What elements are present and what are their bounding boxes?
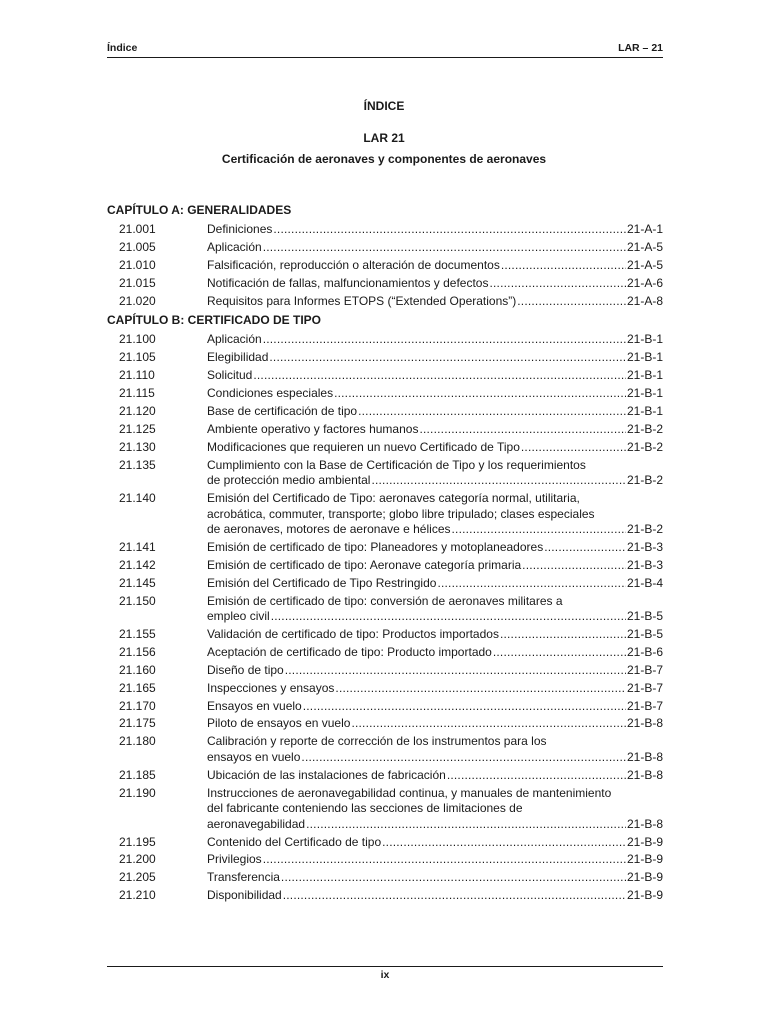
table-of-contents (107, 199, 663, 906)
section-title: Solicitud (207, 368, 253, 383)
page-reference: 21-A-5 (626, 257, 663, 272)
toc-entry[interactable] (107, 422, 663, 438)
dot-leader (263, 240, 626, 256)
page-reference: 21-B-7 (626, 698, 663, 713)
section-content (207, 558, 663, 574)
dot-leader (351, 716, 626, 732)
dot-leader (306, 817, 626, 833)
section-title-line (207, 294, 663, 310)
section-title: Requisitos para Informes ETOPS (“Extended Operations”) (207, 293, 517, 308)
toc-entry[interactable] (107, 594, 663, 625)
section-number: 21.175 (119, 716, 156, 731)
dot-leader (437, 576, 626, 592)
section-title-line (207, 609, 663, 625)
toc-entry[interactable] (107, 558, 663, 574)
section-number: 21.190 (119, 785, 156, 800)
page-reference: 21-A-1 (626, 222, 663, 236)
section-number: 21.100 (119, 332, 156, 347)
toc-entry[interactable] (107, 458, 663, 489)
page-reference: 21-B-8 (626, 816, 663, 831)
section-title-line (207, 258, 663, 274)
toc-entry[interactable] (107, 627, 663, 643)
page-reference: 21-B-9 (626, 852, 663, 867)
dot-leader (263, 852, 626, 868)
section-number: 21.140 (119, 491, 156, 506)
toc-entry[interactable] (107, 663, 663, 679)
section-content (207, 350, 663, 366)
section-number: 21.110 (119, 368, 155, 383)
toc-entry[interactable] (107, 888, 663, 904)
dot-leader (489, 276, 625, 292)
section-content (207, 222, 663, 238)
section-title: Piloto de ensayos en vuelo (207, 716, 351, 731)
section-title: Falsificación, reproducción o alteración de documentos (207, 257, 500, 272)
section-content (207, 870, 663, 886)
section-content (207, 404, 663, 420)
section-title: Emisión del Certificado de Tipo: aeronaves categoría normal, utilitaria, (207, 491, 580, 506)
page-reference: 21-B-5 (626, 609, 663, 624)
dot-leader (501, 258, 626, 274)
section-content (207, 699, 663, 715)
section-content (207, 276, 663, 292)
section-title: Privilegios (207, 852, 262, 867)
chapter-entries (107, 332, 663, 903)
section-number: 21.180 (119, 734, 156, 749)
section-title: Aplicación (207, 332, 262, 347)
section-content (207, 458, 663, 489)
section-title: Emisión de certificado de tipo: conversión de aeronaves militares a (207, 593, 563, 608)
page-reference: 21-B-4 (626, 575, 663, 590)
section-content (207, 645, 663, 661)
section-content (207, 835, 663, 851)
section-title: Condiciones especiales (207, 386, 334, 401)
section-number: 21.156 (119, 644, 156, 659)
page-reference: 21-A-5 (626, 239, 663, 254)
dot-leader (271, 609, 626, 625)
section-content (207, 627, 663, 643)
page-reference: 21-B-1 (626, 350, 663, 365)
toc-entry[interactable] (107, 240, 663, 256)
section-title-line (207, 594, 663, 610)
page-reference: 21-B-3 (626, 557, 663, 572)
dot-leader (253, 368, 626, 384)
toc-entry[interactable] (107, 368, 663, 384)
chapter-heading: CAPÍTULO A: GENERALIDADES (107, 203, 292, 217)
section-number: 21.170 (119, 698, 156, 713)
page-reference: 21-B-9 (626, 834, 663, 849)
regulation-title: LAR 21 (363, 131, 405, 145)
section-title-line (207, 558, 663, 574)
dot-leader (269, 350, 626, 366)
section-title-line (207, 817, 663, 833)
page-reference: 21-B-7 (626, 662, 663, 677)
page-number: ix (380, 969, 390, 981)
section-title-line (207, 386, 663, 402)
section-title-line (207, 627, 663, 643)
toc-entry[interactable] (107, 276, 663, 292)
section-content (207, 440, 663, 456)
section-title-line (207, 786, 663, 802)
section-content (207, 258, 663, 274)
section-content (207, 681, 663, 697)
section-number: 21.160 (119, 662, 156, 677)
section-content (207, 786, 663, 833)
page-reference: 21-B-7 (626, 680, 663, 695)
section-title: Base de certificación de tipo (207, 404, 358, 419)
dot-leader (452, 522, 626, 538)
dot-leader (371, 473, 626, 489)
dot-leader (303, 699, 626, 715)
section-number: 21.130 (119, 439, 156, 454)
page-reference: 21-B-2 (626, 439, 663, 454)
header-left: Índice (107, 42, 138, 54)
page-reference: 21-B-8 (626, 716, 663, 731)
section-content (207, 332, 663, 348)
toc-entry[interactable] (107, 540, 663, 556)
section-title: Ubicación de las instalaciones de fabricación (207, 767, 446, 782)
section-title: empleo civil (207, 609, 270, 624)
toc-entry[interactable] (107, 350, 663, 366)
section-number: 21.150 (119, 593, 156, 608)
section-content (207, 491, 663, 538)
toc-entry[interactable] (107, 716, 663, 732)
toc-entry[interactable] (107, 258, 663, 274)
section-number: 21.142 (119, 557, 156, 572)
section-title-line (207, 350, 663, 366)
section-title: Ensayos en vuelo (207, 698, 302, 713)
section-number: 21.135 (119, 457, 156, 472)
section-content (207, 716, 663, 732)
dot-leader (273, 222, 626, 238)
section-title: Cumplimiento con la Base de Certificación de Tipo y los requerimientos (207, 457, 586, 472)
section-number: 21.115 (119, 386, 155, 401)
toc-entry[interactable] (107, 852, 663, 868)
section-content (207, 368, 663, 384)
section-title: de aeronaves, motores de aeronave e hélices (207, 522, 451, 537)
section-title-line (207, 681, 663, 697)
section-number: 21.200 (119, 852, 156, 867)
section-title-line (207, 522, 663, 538)
toc-entry[interactable] (107, 768, 663, 784)
section-title: Validación de certificado de tipo: Productos importados (207, 627, 499, 642)
toc-entry[interactable] (107, 870, 663, 886)
dot-leader (517, 294, 626, 310)
section-title: del fabricante conteniendo las secciones de limitaciones de (207, 801, 523, 816)
section-number: 21.195 (119, 834, 156, 849)
section-title-line (207, 440, 663, 456)
dot-leader (544, 540, 626, 556)
section-number: 21.020 (119, 293, 156, 308)
section-number: 21.210 (119, 888, 156, 903)
page-header (107, 42, 663, 58)
toc-entry[interactable] (107, 681, 663, 697)
section-number: 21.165 (119, 680, 156, 695)
section-title-line (207, 458, 663, 474)
section-title-line (207, 888, 663, 904)
dot-leader (382, 835, 626, 851)
section-title-line (207, 276, 663, 292)
section-title: Aplicación (207, 239, 262, 254)
regulation-description: Certificación de aeronaves y componentes de aeronaves (221, 152, 547, 166)
toc-entry[interactable] (107, 835, 663, 851)
section-title-line (207, 240, 663, 256)
dot-leader (500, 627, 626, 643)
page-reference: 21-B-5 (626, 627, 663, 642)
section-title: Notificación de fallas, malfuncionamientos y defectos (207, 275, 489, 290)
section-number: 21.145 (119, 575, 156, 590)
page-reference: 21-B-8 (626, 767, 663, 782)
dot-leader (334, 386, 626, 402)
chapter-entries (107, 222, 663, 309)
section-content (207, 422, 663, 438)
section-title-line (207, 540, 663, 556)
section-title-line (207, 473, 663, 489)
section-title-line (207, 332, 663, 348)
section-title: Emisión de certificado de tipo: Planeadores y motoplaneadores (207, 539, 544, 554)
page-reference: 21-A-6 (626, 275, 663, 290)
page-reference: 21-B-2 (626, 421, 663, 436)
dot-leader (447, 768, 626, 784)
dot-leader (263, 332, 626, 348)
section-title: Contenido del Certificado de tipo (207, 834, 382, 849)
section-title-line (207, 768, 663, 784)
section-title-line (207, 576, 663, 592)
dot-leader (285, 663, 626, 679)
section-title: Emisión de certificado de tipo: Aeronave categoría primaria (207, 557, 522, 572)
page-reference: 21-A-8 (626, 293, 663, 308)
page-reference: 21-B-1 (626, 404, 663, 419)
section-content (207, 540, 663, 556)
page-reference: 21-B-1 (626, 332, 663, 347)
section-title-line (207, 404, 663, 420)
section-number: 21.141 (119, 539, 156, 554)
section-number: 21.105 (119, 350, 156, 365)
section-content (207, 576, 663, 592)
page-reference: 21-B-3 (626, 539, 663, 554)
section-title: aeronavegabilidad (207, 816, 306, 831)
section-number: 21.001 (119, 222, 156, 236)
section-content (207, 663, 663, 679)
section-number: 21.205 (119, 870, 156, 885)
toc-entry[interactable] (107, 294, 663, 310)
section-title-line (207, 507, 663, 523)
section-title: Inspecciones y ensayos (207, 680, 335, 695)
dot-leader (419, 422, 626, 438)
section-content (207, 294, 663, 310)
section-title-line (207, 491, 663, 507)
page-reference: 21-B-9 (626, 870, 663, 885)
section-content (207, 888, 663, 904)
dot-leader (521, 440, 626, 456)
toc-entry[interactable] (107, 404, 663, 420)
toc-entry[interactable] (107, 734, 663, 765)
toc-entry[interactable] (107, 645, 663, 661)
section-title: Calibración y reporte de corrección de los instrumentos para los (207, 734, 547, 749)
toc-entry[interactable] (107, 386, 663, 402)
section-title: Disponibilidad (207, 888, 282, 903)
toc-entry[interactable] (107, 576, 663, 592)
dot-leader (283, 888, 626, 904)
section-title-line (207, 835, 663, 851)
section-number: 21.120 (119, 404, 156, 419)
section-number: 21.015 (119, 275, 156, 290)
dot-leader (301, 750, 626, 766)
section-title-line (207, 870, 663, 886)
section-title-line (207, 368, 663, 384)
chapter-heading: CAPÍTULO B: CERTIFICADO DE TIPO (107, 313, 321, 328)
page-reference: 21-B-2 (626, 522, 663, 537)
section-title-line (207, 734, 663, 750)
page-reference: 21-B-8 (626, 749, 663, 764)
section-content (207, 240, 663, 256)
page-reference: 21-B-9 (626, 888, 663, 903)
section-number: 21.005 (119, 239, 156, 254)
section-number: 21.125 (119, 421, 156, 436)
toc-entry[interactable] (107, 786, 663, 833)
section-title: Definiciones (207, 222, 273, 236)
section-title-line (207, 852, 663, 868)
dot-leader (493, 645, 626, 661)
section-title: Diseño de tipo (207, 662, 284, 677)
section-title: acrobática, commuter, transporte; globo libre tripulado; clases especiales (207, 506, 595, 521)
section-content (207, 594, 663, 625)
section-title: Aceptación de certificado de tipo: Producto importado (207, 644, 492, 659)
section-title: Instrucciones de aeronavegabilidad continua, y manuales de mantenimiento (207, 785, 612, 800)
index-title: ÍNDICE (363, 99, 405, 113)
section-number: 21.185 (119, 767, 156, 782)
section-title: Ambiente operativo y factores humanos (207, 421, 419, 436)
section-number: 21.010 (119, 257, 156, 272)
toc-entry[interactable] (107, 440, 663, 456)
section-title-line (207, 222, 663, 238)
section-content (207, 768, 663, 784)
section-title-line (207, 422, 663, 438)
section-content (207, 386, 663, 402)
toc-entry[interactable] (107, 491, 663, 538)
dot-leader (358, 404, 626, 420)
section-title-line (207, 663, 663, 679)
dot-leader (281, 870, 626, 886)
dot-leader (335, 681, 626, 697)
toc-entry[interactable] (107, 699, 663, 715)
section-title: de protección medio ambiental (207, 473, 371, 488)
section-title: ensayos en vuelo (207, 749, 301, 764)
section-title-line (207, 750, 663, 766)
section-number: 21.155 (119, 627, 156, 642)
page-reference: 21-B-1 (626, 386, 663, 401)
toc-entry[interactable] (107, 222, 663, 238)
section-title-line (207, 716, 663, 732)
header-right: LAR – 21 (618, 42, 663, 54)
toc-entry[interactable] (107, 332, 663, 348)
page-reference: 21-B-1 (626, 368, 663, 383)
section-content (207, 852, 663, 868)
section-title: Transferencia (207, 870, 280, 885)
page-reference: 21-B-2 (626, 473, 663, 488)
page-reference: 21-B-6 (626, 644, 663, 659)
page-footer (107, 966, 663, 981)
dot-leader (522, 558, 626, 574)
section-title-line (207, 801, 663, 817)
section-title: Modificaciones que requieren un nuevo Certificado de Tipo (207, 439, 520, 454)
section-content (207, 734, 663, 765)
section-title-line (207, 699, 663, 715)
section-title: Emisión del Certificado de Tipo Restringido (207, 575, 437, 590)
section-title-line (207, 645, 663, 661)
section-title: Elegibilidad (207, 350, 269, 365)
